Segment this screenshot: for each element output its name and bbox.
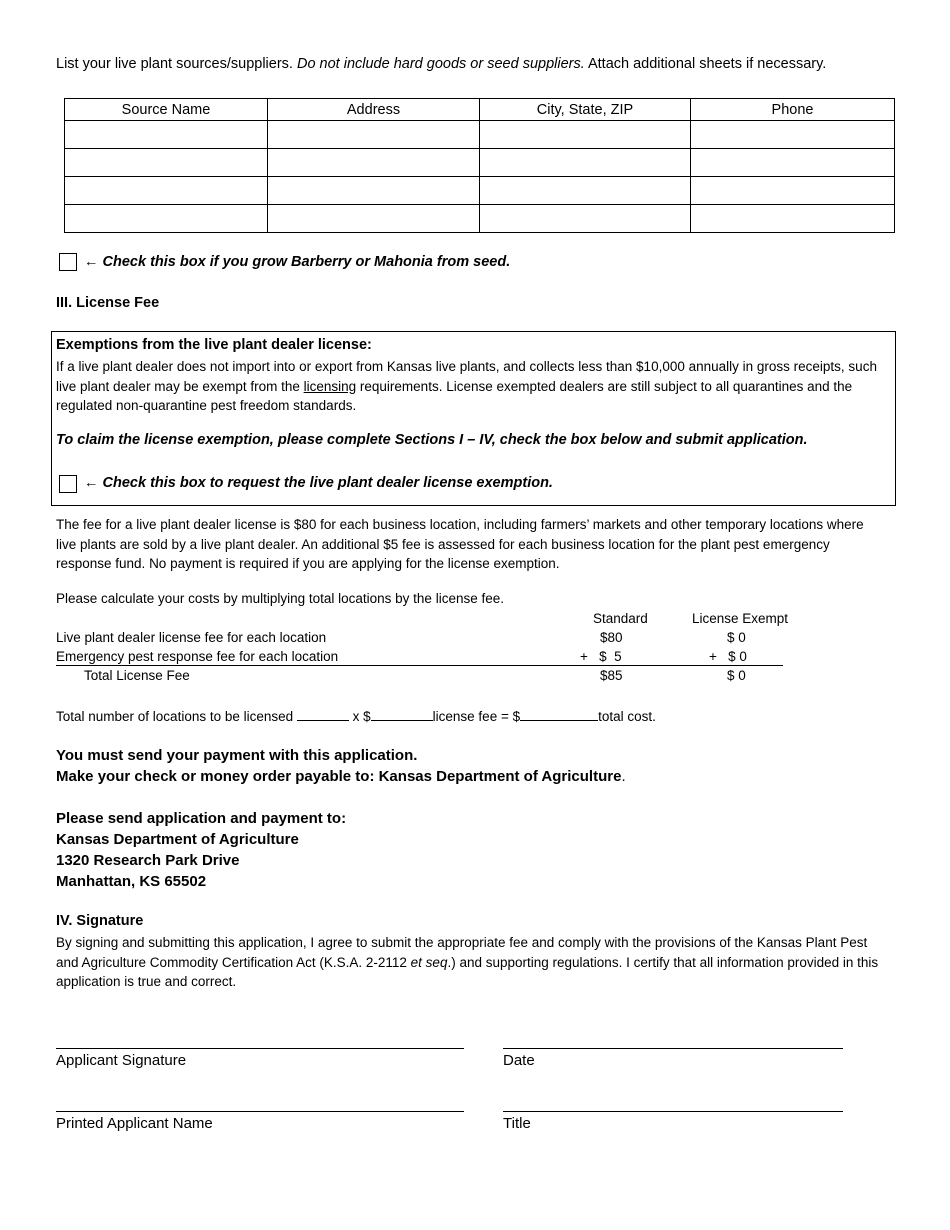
intro-text-b: Attach additional sheets if necessary.: [584, 56, 827, 72]
payment-line-2: [56, 766, 626, 787]
applicant-signature-line[interactable]: [56, 1048, 464, 1049]
total-cost-blank[interactable]: [520, 706, 598, 721]
locations-count-blank[interactable]: [297, 706, 349, 721]
fee-row-total-exempt: $ 0: [727, 668, 746, 683]
exemptions-text-b: requirements. License exempted dealers are still subject to all quarantines and the regulated non-quarantine pest freedom standards.: [56, 378, 853, 413]
table-cell[interactable]: [691, 149, 895, 177]
table-cell[interactable]: [480, 121, 691, 149]
table-cell[interactable]: [480, 177, 691, 205]
fee-description: The fee for a live plant dealer license is $80 for each business location, including farmers’ markets and other temporary locations where live plants are sold by a live plant dealer. An additional $5 fee is assessed for each business location for the plant pest emergency response fund. No payment is required if you are applying for the license exemption.: [56, 517, 864, 571]
table-cell[interactable]: [268, 177, 480, 205]
col-standard-header: Standard: [593, 611, 648, 626]
table-cell[interactable]: [691, 205, 895, 233]
exemption-check-label: ← Check this box to request the live plant dealer license exemption.: [84, 475, 553, 491]
fee-row-emergency-standard: + $ 5: [580, 649, 622, 664]
fee-row-emergency-label: Emergency pest response fee for each location: [56, 649, 339, 664]
table-cell[interactable]: [65, 121, 268, 149]
fee-row-total-standard: $85: [600, 668, 623, 683]
table-row: [65, 205, 895, 233]
signature-statement-a: By signing and submitting this application, I agree to submit the appropriate fee and comply with the provisions of the Kansas Plant Pest and Agriculture Commodity Certification Act (K.S.A. 2-2112: [56, 935, 868, 970]
date-line[interactable]: [503, 1048, 843, 1049]
license-fee-blank[interactable]: [371, 706, 433, 721]
date-label: Date: [503, 1052, 535, 1069]
table-cell[interactable]: [480, 205, 691, 233]
fee-row-total-label: Total License Fee: [84, 668, 190, 683]
calc-instruction: Please calculate your costs by multiplying total locations by the license fee.: [56, 591, 504, 606]
total-cost-text-a: Total number of locations to be licensed: [56, 709, 297, 724]
mailing-street: 1320 Research Park Drive: [56, 852, 240, 869]
table-cell[interactable]: [65, 149, 268, 177]
table-cell[interactable]: [268, 149, 480, 177]
intro-text-italic: Do not include hard goods or seed suppliers.: [296, 56, 585, 72]
table-cell[interactable]: [691, 121, 895, 149]
intro-text: [56, 56, 826, 72]
exemptions-text: [56, 357, 892, 416]
section-4-title: IV. Signature: [56, 913, 144, 929]
printed-name-label: Printed Applicant Name: [56, 1115, 213, 1132]
total-cost-text-b: x $: [348, 709, 371, 724]
table-row: [65, 121, 895, 149]
payment-line-1: You must send your payment with this application.: [56, 747, 418, 764]
mailing-heading: Please send application and payment to:: [56, 810, 347, 827]
mailing-city: Manhattan, KS 65502: [56, 873, 207, 890]
fee-row-license-label: Live plant dealer license fee for each location: [56, 630, 327, 645]
section-3-title: III. License Fee: [56, 295, 160, 311]
header-address: Address: [268, 99, 480, 121]
total-cost-text-c: license fee = $: [432, 709, 521, 724]
col-exempt-header: License Exempt: [692, 611, 789, 626]
exemptions-text-underlined: licensing: [303, 378, 357, 394]
barberry-check-label: ← Check this box if you grow Barberry or Mahonia from seed.: [84, 254, 511, 270]
fee-subtotal-rule: [56, 665, 783, 666]
fee-row-emergency-exempt: + $ 0: [709, 649, 747, 664]
sources-table: [64, 98, 895, 233]
header-city-state-zip: City, State, ZIP: [480, 99, 691, 121]
exemption-claim-instruction: To claim the license exemption, please complete Sections I – IV, check the box below and submit application.: [56, 432, 808, 448]
exemptions-title: Exemptions from the live plant dealer license:: [56, 337, 372, 353]
signature-statement-italic: et seq: [410, 954, 448, 970]
exemption-checkbox[interactable]: [59, 475, 77, 493]
fee-row-license-exempt: $ 0: [727, 630, 746, 645]
table-cell[interactable]: [65, 177, 268, 205]
title-label: Title: [503, 1115, 531, 1132]
table-cell[interactable]: [268, 121, 480, 149]
applicant-signature-label: Applicant Signature: [56, 1052, 187, 1069]
table-cell[interactable]: [480, 149, 691, 177]
printed-name-line[interactable]: [56, 1111, 464, 1112]
fee-row-license-standard: $80: [600, 630, 623, 645]
table-cell[interactable]: [691, 177, 895, 205]
header-source-name: Source Name: [65, 99, 268, 121]
table-cell[interactable]: [268, 205, 480, 233]
header-phone: Phone: [691, 99, 895, 121]
barberry-checkbox[interactable]: [59, 253, 77, 271]
table-row: [65, 177, 895, 205]
title-line[interactable]: [503, 1111, 843, 1112]
total-cost-line: [56, 706, 656, 724]
table-cell[interactable]: [65, 205, 268, 233]
table-header-row: [65, 99, 895, 121]
mailing-org: Kansas Department of Agriculture: [56, 831, 299, 848]
signature-statement-b: .) and supporting regulations. I certify that all information provided in this application is true and correct.: [56, 954, 879, 989]
table-row: [65, 149, 895, 177]
signature-statement: [56, 933, 892, 992]
payment-line-2-a: Make your check or money order payable to: Kansas Department of Agriculture: [56, 768, 622, 785]
total-cost-text-d: total cost.: [598, 709, 656, 724]
intro-text-a: List your live plant sources/suppliers.: [56, 56, 297, 72]
exemptions-text-a: If a live plant dealer does not import into or export from Kansas live plants, and collects less than $10,000 annually in gross receipts, such live plant dealer may be exempt from the: [56, 359, 877, 394]
payment-line-2-b: .: [621, 768, 626, 785]
